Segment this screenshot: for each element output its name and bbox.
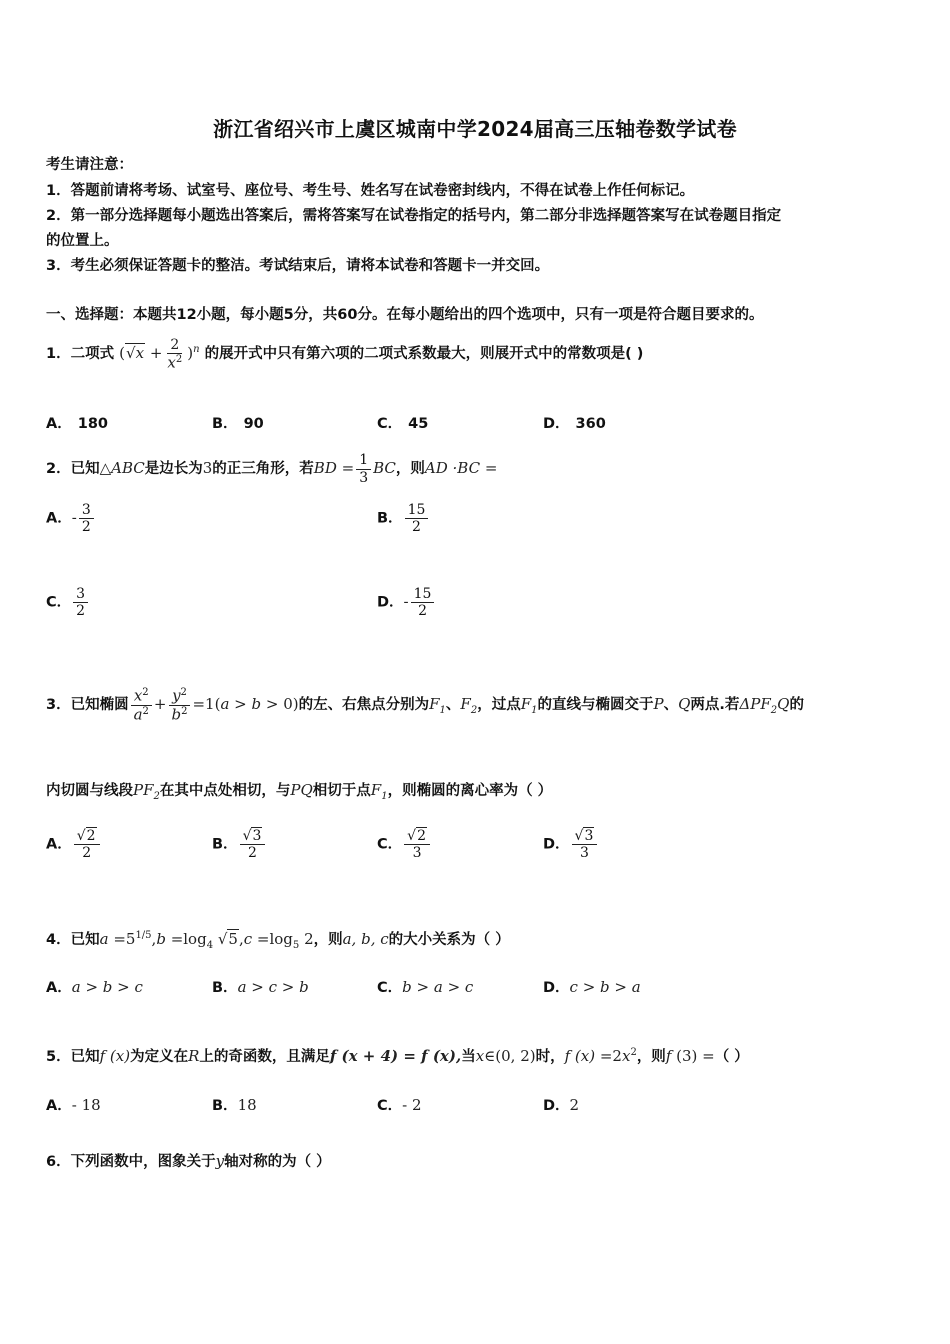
notice-item-1: 1．答题前请将考场、试室号、座位号、考生号、姓名写在试卷密封线内，不得在试卷上作任何标记。 (46, 183, 695, 199)
q4-option-d: D．c > b > a (543, 978, 641, 996)
q1-suffix: 的展开式中只有第六项的二项式系数最大，则展开式中的常数项是( ) (204, 346, 644, 362)
q1-option-d: D． 360 (543, 416, 606, 432)
question-3: 3．已知椭圆 $\frac{x^2}{a^2}$ + $\frac{y^2}{b^2}$ =1(a > b > 0)的左、右焦点分别为$F_1$、$F_2$，过点$F_1$的直线与椭圆交于P、Q两点.若$\Delta PF_2Q$的 (46, 686, 804, 724)
question-5: 5．已知f (x)为定义在R上的奇函数，且满足f (x + 4) = f (x),当x∈(0, 2)时，f $(x) =2x^2$，则f (3) =（ ） (46, 1046, 749, 1065)
q3-option-c: C． $\frac{√2}{3}$ (377, 828, 432, 861)
q5-option-a: A．- 18 (46, 1096, 101, 1114)
q4-option-c: C．b > a > c (377, 978, 474, 996)
q4-option-b: B．a > c > b (212, 978, 309, 996)
q3-option-d: D． $\frac{√3}{3}$ (543, 828, 599, 861)
q1-formula: (√x + $\frac{2}{x^2}$ )$^n$ (119, 336, 200, 372)
q2-dot-product: AD ·BC = (424, 459, 498, 477)
q1-prefix: 1．二项式 (46, 346, 115, 362)
q5-option-c: C．- 2 (377, 1096, 422, 1114)
q2-triangle-abc: △ABC (99, 459, 145, 477)
q2-option-d: D．- $\frac{15}{2}$ (377, 586, 436, 619)
page-title: 浙江省绍兴市上虞区城南中学2024届高三压轴卷数学试卷 (213, 117, 737, 141)
q4-option-a: A．a > b > c (46, 978, 143, 996)
question-1 (46, 330, 643, 370)
q3-option-b: B． $\frac{√3}{2}$ (212, 828, 267, 861)
q2-option-a: A．- $\frac{3}{2}$ (46, 502, 96, 535)
notice-item-3: 3．考生必须保证答题卡的整洁。考试结束后，请将本试卷和答题卡一并交回。 (46, 258, 550, 274)
q5-option-d: D．2 (543, 1096, 580, 1114)
question-3-cont: 内切圆与线段$PF_2$在其中点处相切，与PQ相切于点$F_1$，则椭圆的离心率为（ ） (46, 781, 553, 802)
q2-vector-eq: BD (313, 459, 337, 477)
q1-option-c: C． 45 (377, 416, 429, 432)
question-2: 2．已知△ABC是边长为3的正三角形，若BD = $\frac{1}{3}$ BC，则AD ·BC = (46, 452, 498, 486)
q3-option-a: A． $\frac{√2}{2}$ (46, 828, 102, 861)
q5-option-b: B．18 (212, 1096, 257, 1114)
q2-side-length: 3 (202, 459, 213, 477)
q2-option-b: B． $\frac{15}{2}$ (377, 502, 430, 535)
question-4: 4．已知$a =5^{1/5},b =\log_4$ $√5,c =\log_5$ 2，则a, b, c的大小关系为（ ） (46, 930, 510, 951)
q1-option-a: A． 180 (46, 416, 109, 432)
section-heading: 一、选择题：本题共12小题，每小题5分，共60分。在每小题给出的四个选项中，只有一项是符合题目要求的。 (46, 307, 764, 323)
notice-item-2: 2．第一部分选择题每小题选出答案后，需将答案写在试卷指定的括号内，第二部分非选择题答案写在试卷题目指定 (46, 208, 782, 224)
q2-option-c: C． $\frac{3}{2}$ (46, 586, 90, 619)
question-6: 6．下列函数中，图象关于y轴对称的为（ ） (46, 1152, 331, 1170)
q1-option-b: B． 90 (212, 416, 264, 432)
notice-item-2-cont: 的位置上。 (46, 233, 119, 249)
notice-heading: 考生请注意： (46, 157, 133, 173)
